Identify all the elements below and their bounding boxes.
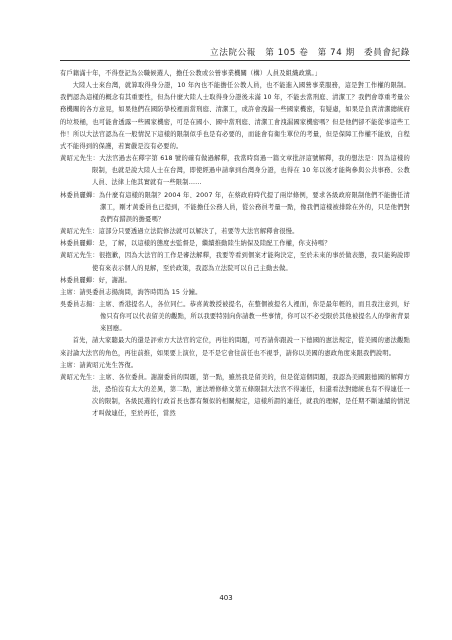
- paragraph-answer: 黃昭元先生：大法官過去在釋字第 618 號的確有做過解釋，我當時寫過一篇文章批評這號解釋，我的想法是：因為這樣的限制，也就是說大陸人士在台灣，即使經過申請拿到台灣身分證，也得在 10 年以後才能夠參與公共事務、公教人員、法律上他其實就有一些限制……: [60, 155, 410, 187]
- paragraph-continuation: 有戶籍滿十年，不得登記為公職候選人，擔任公教或公營事業機關（構）人員及組織政黨。」: [60, 70, 322, 77]
- transcript-body: [60, 68, 410, 421]
- paragraph-answer: 黃昭元先生：很抱歉，因為大法官的工作是審法解釋，我要等看到個案才能夠決定，至於未來的事於做表態，我只能夠說即使有來表示個人的見解，至於政策，我認為立法院可以自己主動去做。: [60, 252, 410, 272]
- paragraph-question: 吳委員志揚：主席、香港提名人，各位同仁。恭喜黃教授被提名，在整個被提名人裡面，你是最年輕的，而且我注意到，好像只有你可以代表留美的觀點，所以我要特別向你請教一些事情，你可以不必受限於其他被提名人的學術背景來回應。: [60, 300, 410, 333]
- page-number: 403: [219, 594, 233, 602]
- paragraph-chair: 主席：請黃昭元先生答復。: [60, 361, 138, 369]
- paragraph-question: 林委員麗蟬：是，了解，以這樣的態度去監督是，繼續推動陸生納保及陸配工作權，你支持嗎？: [60, 240, 331, 248]
- paragraph-question: 大陸人士來台灣，就算取得身分證，10 年內也不能擔任公教人員，也不能進入國營事業服務，這是對工作權的限制。我們認為這樣的概念有其重要性，但為什麼大陸人士取得身分證後未滿 10 年，不能去當刑庭、清潔工？我們會尊重考量公務機關的各方意見，如果他們在國防學校裡面當刑庭、清潔工，或許會洩漏一些國家機密，有疑慮，如果是負責清潔總統府的垃圾桶，也可能會透露一些國家機密，可是在國小、國中當刑庭、清潔工會洩漏國家機密嗎？但是他們卻不能從事這些工作！所以大法官認為在一般情況下這樣的限制似乎也是有必要的，而能會有衛生單位的考量，但是保障工作權不能放，自程式不能得到的保護，若實嚴是沒有必要的。: [60, 82, 410, 150]
- paragraph-answer: 黃昭元先生：主席、各位委員。謝謝委員的問題，第一點，雖然我是留美的，但是從這個問題，我認為美國跟德國的解釋方法，恐怕沒有太大的差異，第二點，憲法增修條文第五條限制大法官不得連任，但還看法對總統也有不得連任一次的限制，各級民選的行政首長也都有類似的相關規定，這樣所謂的連任，就我的理解，是任期不斷連續的情況才叫做連任，至於再任，當然: [60, 373, 410, 418]
- paragraph-question: 林委員麗蟬：好，謝謝。: [60, 276, 131, 284]
- paragraph-answer: 黃昭元先生：這部分只要透過立法院修法就可以解決了，若要等大法官解釋會很慢。: [60, 228, 299, 236]
- running-header: 立法院公報 第 105 卷 第 74 期 委員會紀錄: [210, 48, 410, 58]
- paragraph-question: 首先，請大家聽最大的還是評索方大法官的定位，再往的問題，可否請你跟說一下德國的憲法規定，從美國的憲法觀點來討論大法官的角色，再往前推，如果要上演位，是不是它會往前任也不視爭，請你以美國的憲政角度來跟我們說明。: [60, 337, 410, 357]
- paragraph-question: 林委員麗蟬：為什麼有這樣的限制？2004 年、2007 年，在蔡政府時代提了兩岸條例，要求各級政府限制他們不能擔任清潔工，剛才黃委員也已提到，不能擔任公務人員，從公務員考量一點，像我們這樣被排除在外的，只是他們對我們有錯誤的擔憂嗎？: [60, 191, 410, 223]
- paragraph-chair: 主席：請吳委員志揚詢問，詢答時間為 15 分鐘。: [60, 288, 202, 296]
- header-divider: [60, 60, 410, 61]
